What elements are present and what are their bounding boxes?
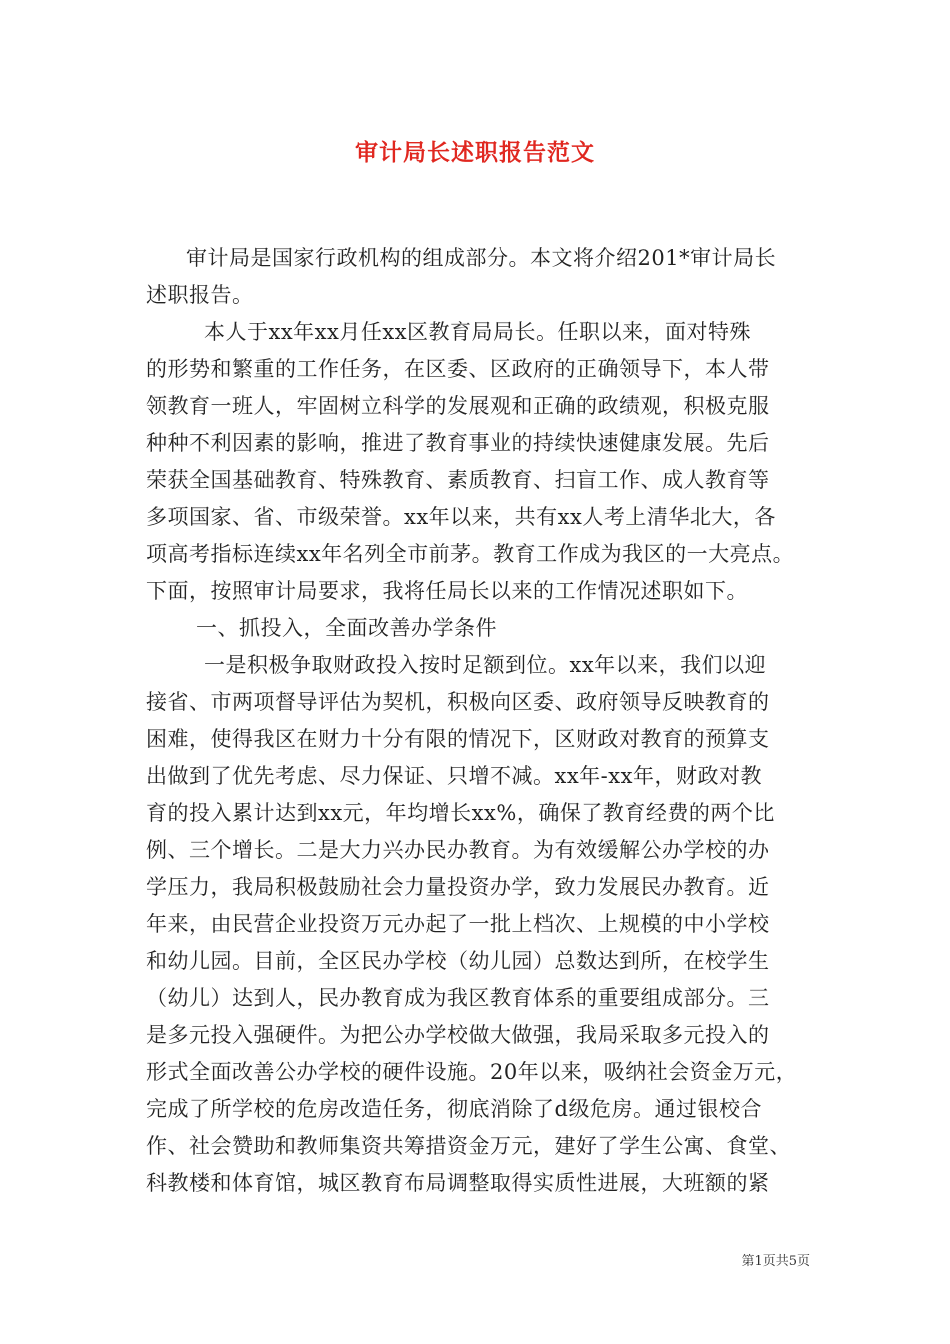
text-line: 项高考指标连续xx年名列全市前茅。教育工作成为我区的一大亮点。 xyxy=(146,542,795,566)
text-line: 困难，使得我区在财力十分有限的情况下，区财政对教育的预算支 xyxy=(146,727,770,751)
text-line: 形式全面改善公办学校的硬件设施。20年以来，吸纳社会资金万元， xyxy=(146,1060,798,1084)
text-line: 是多元投入强硬件。为把公办学校做大做强，我局采取多元投入的 xyxy=(146,1023,770,1047)
text-line: 学压力，我局积极鼓励社会力量投资办学，致力发展民办教育。近 xyxy=(146,875,770,899)
text-line: 和幼儿园。目前，全区民办学校（幼儿园）总数达到所，在校学生 xyxy=(146,949,770,973)
text-line: 年来，由民营企业投资万元办起了一批上档次、上规模的中小学校 xyxy=(146,912,770,936)
document-title: 审计局长述职报告范文 xyxy=(355,139,595,166)
text-line: 荣获全国基础教育、特殊教育、素质教育、扫盲工作、成人教育等 xyxy=(146,468,770,492)
text-line: 育的投入累计达到xx元，年均增长xx%，确保了教育经费的两个比 xyxy=(146,801,775,825)
text-line: 出做到了优先考虑、尽力保证、只增不减。xx年-xx年，财政对教 xyxy=(146,764,762,788)
text-line: 一是积极争取财政投入按时足额到位。xx年以来，我们以迎 xyxy=(204,653,767,677)
text-line: 述职报告。 xyxy=(146,283,254,307)
text-line: 科教楼和体育馆，城区教育布局调整取得实质性进展，大班额的紧 xyxy=(146,1171,770,1195)
text-line: 作、社会赞助和教师集资共筹措资金万元，建好了学生公寓、食堂、 xyxy=(146,1134,791,1158)
text-line: 本人于xx年xx月任xx区教育局局长。任职以来，面对特殊 xyxy=(204,320,752,344)
text-line: （幼儿）达到人，民办教育成为我区教育体系的重要组成部分。三 xyxy=(146,986,770,1010)
text-line: 完成了所学校的危房改造任务，彻底消除了d级危房。通过银校合 xyxy=(146,1097,762,1121)
section-heading: 一、抓投入，全面改善办学条件 xyxy=(196,616,497,640)
page-number: 第1页共5页 xyxy=(741,1254,810,1269)
text-line: 下面，按照审计局要求，我将任局长以来的工作情况述职如下。 xyxy=(146,579,748,603)
text-line: 领教育一班人，牢固树立科学的发展观和正确的政绩观，积极克服 xyxy=(146,394,770,418)
text-line: 例、三个增长。二是大力兴办民办教育。为有效缓解公办学校的办 xyxy=(146,838,770,862)
text-line: 种种不利因素的影响，推进了教育事业的持续快速健康发展。先后 xyxy=(146,431,770,455)
text-line: 的形势和繁重的工作任务，在区委、区政府的正确领导下，本人带 xyxy=(146,357,770,381)
text-line: 多项国家、省、市级荣誉。xx年以来，共有xx人考上清华北大，各 xyxy=(146,505,776,529)
text-line: 审计局是国家行政机构的组成部分。本文将介绍201*审计局长 xyxy=(186,246,777,270)
text-line: 接省、市两项督导评估为契机，积极向区委、政府领导反映教育的 xyxy=(146,690,770,714)
